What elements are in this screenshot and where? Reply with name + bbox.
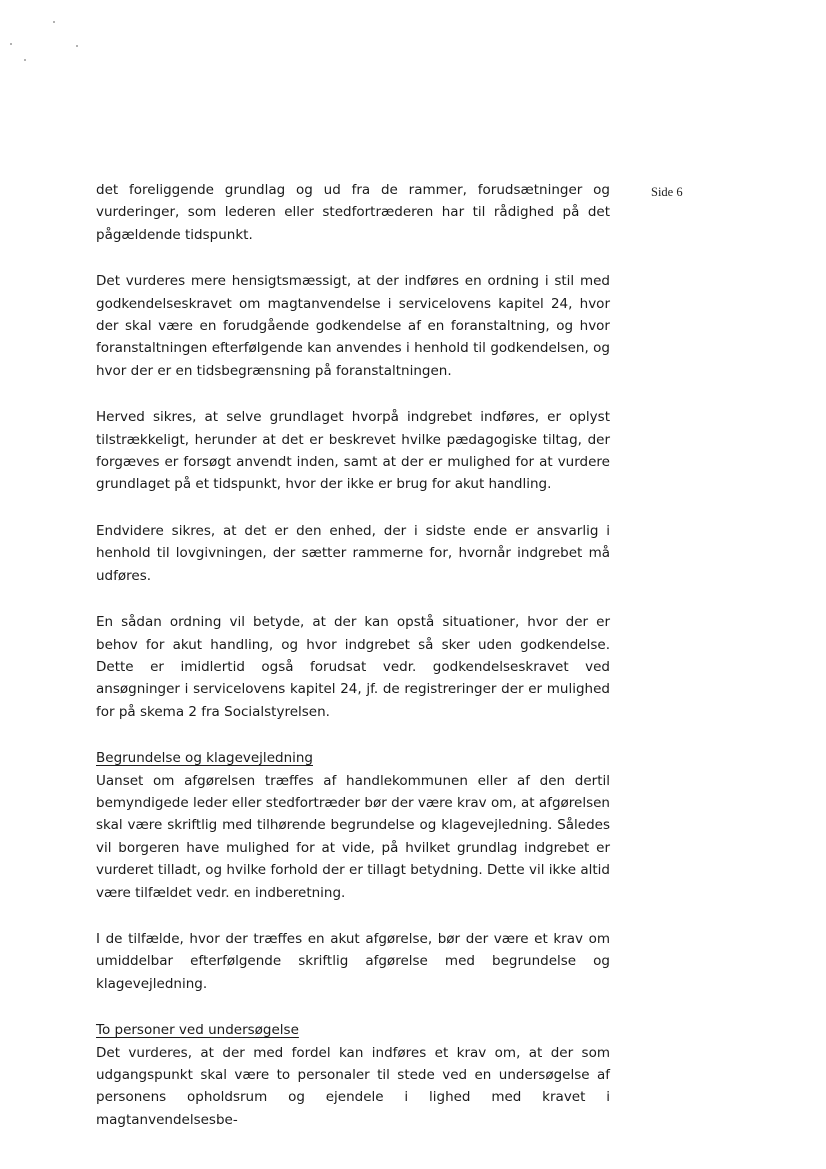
document-body (96, 179, 610, 1131)
scan-speck (76, 45, 78, 47)
paragraph: Endvidere sikres, at det er den enhed, der i sidste ende er ansvarlig i henhold til lovgivningen, der sætter rammerne for, hvornår indgrebet må udføres. (96, 522, 610, 584)
paragraph: I de tilfælde, hvor der træffes en akut afgørelse, bør der være et krav om umiddelbar efterfølgende skriftlig afgørelse med begrundelse og klagevejledning. (96, 930, 610, 992)
paragraph: Herved sikres, at selve grundlaget hvorpå indgrebet indføres, er oplyst tilstrækkeligt, herunder at det er beskrevet hvilke pædagogiske tiltag, der forgæves er forsøgt anvendt inden, samt at der er mulighed for at vurdere grundlaget på et tidspunkt, hvor der ikke er brug for akut handling. (96, 409, 610, 493)
paragraph: det foreliggende grundlag og ud fra de rammer, forudsætninger og vurderinger, som lederen eller stedfortræderen har til rådighed på det pågældende tidspunkt. (96, 182, 610, 243)
scan-speck (10, 43, 12, 45)
page-number: Side 6 (651, 185, 683, 199)
scan-speck (53, 21, 55, 23)
paragraph: Det vurderes mere hensigtsmæssigt, at der indføres en ordning i stil med godkendelseskravet om magtanvendelse i servicelovens kapitel 24, hvor der skal være en forudgående godkendelse af en foranstaltning, og hvor foranstaltningen efterfølgende kan anvendes i henhold til godkendelsen, og hvor der er en tidsbegrænsning på foranstaltningen. (96, 273, 610, 379)
scan-speck (24, 59, 26, 61)
paragraph: En sådan ordning vil betyde, at der kan opstå situationer, hvor der er behov for akut handling, og hvor indgrebet så sker uden godkendelse. Dette er imidlertid også forudsat vedr. godkendelseskravet ved ansøgninger i servicelovens kapitel 24, jf. de registreringer der er mulighed for på skema 2 fra Socialstyrelsen. (96, 614, 610, 720)
paragraph: Uanset om afgørelsen træffes af handlekommunen eller af den dertil bemyndigede leder eller stedfortræder bør der være krav om, at afgørelsen skal være skriftlig med tilhørende begrundelse og klagevejledning. Således vil borgeren have mulighed for at vide, på hvilket grundlag indgrebet er vurderet tilladt, og hvilke forhold der er tillagt betydning. Dette vil ikke altid være tilfældet vedr. en indberetning. (96, 772, 610, 901)
section-heading-begrundelse: Begrundelse og klagevejledning (96, 750, 313, 767)
paragraph: Det vurderes, at der med fordel kan indføres et krav om, at der som udgangspunkt skal være to personaler til stede ved en undersøgelse af personens opholdsrum og ejendele i lighed med kravet i magtanvendelsesbe- (96, 1044, 610, 1128)
section-heading-to-personer: To personer ved undersøgelse (96, 1022, 299, 1039)
